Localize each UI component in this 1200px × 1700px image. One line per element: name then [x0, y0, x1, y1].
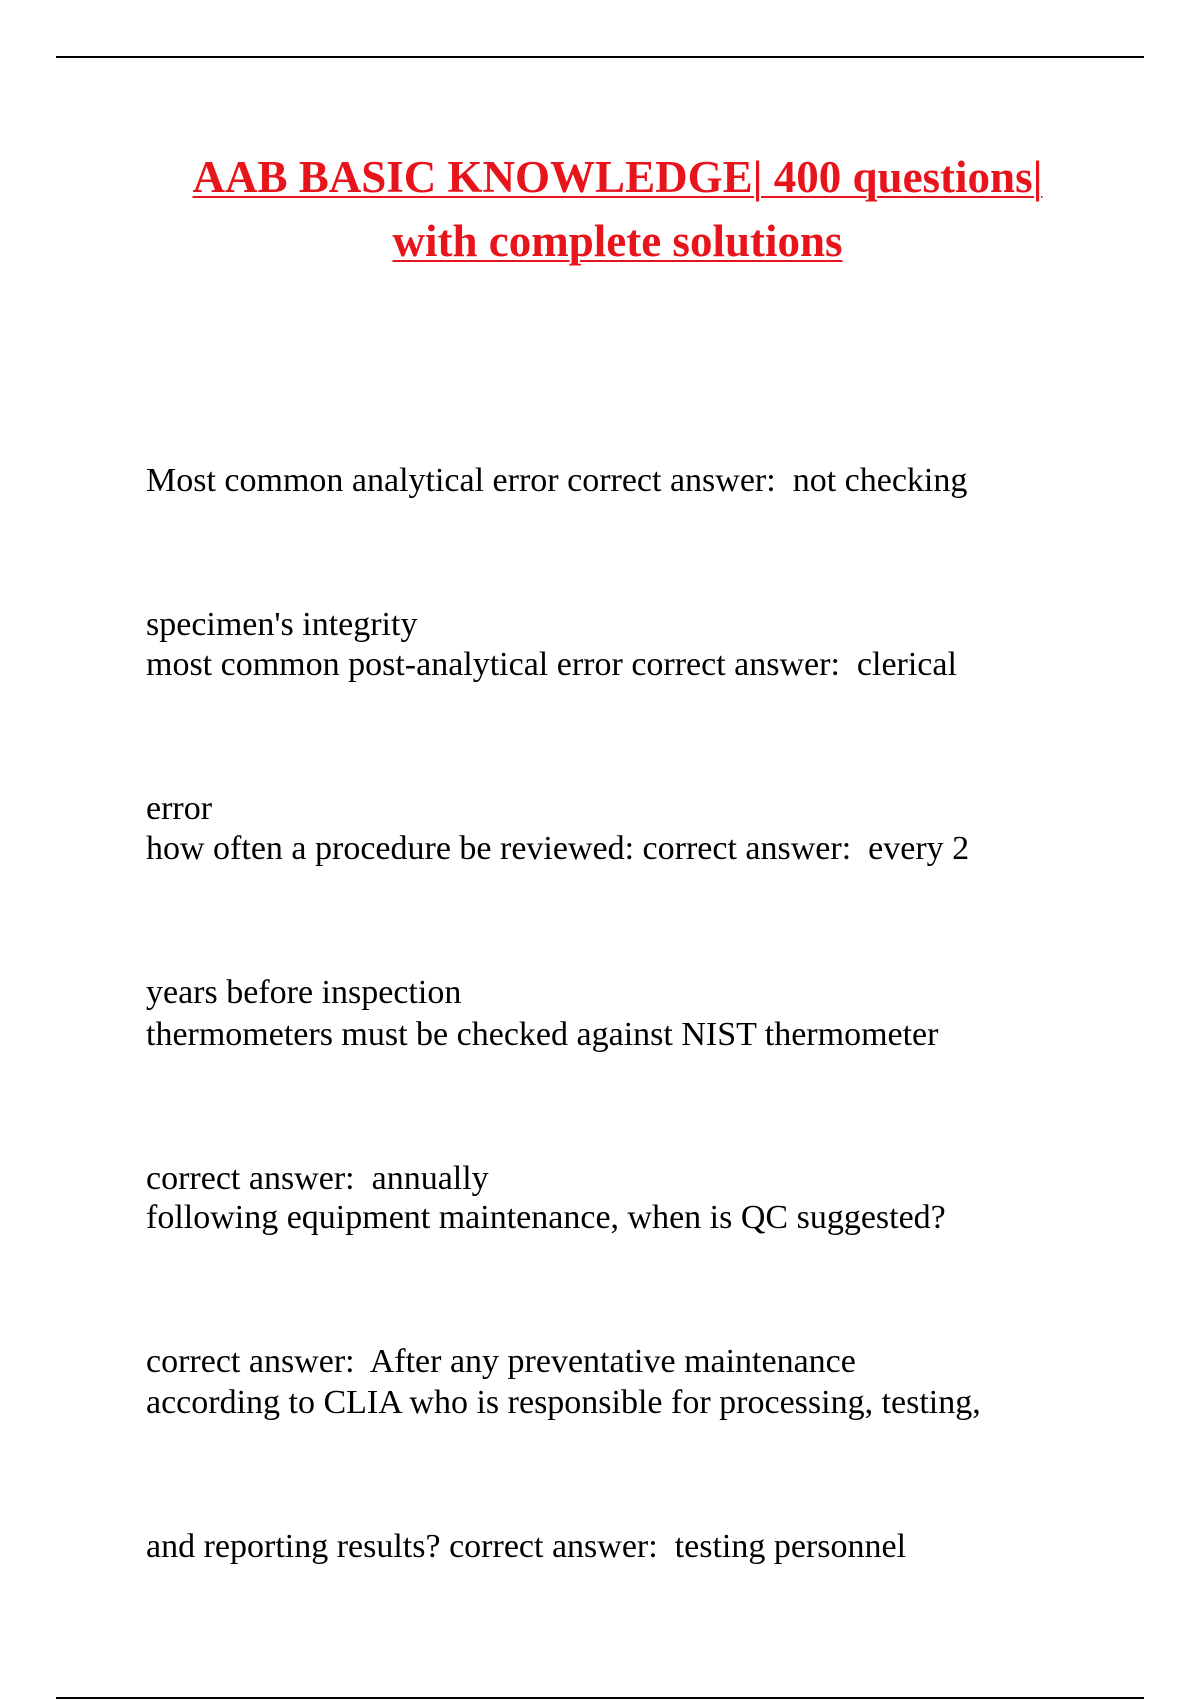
qa-item-3-line-1: how often a procedure be reviewed: correct answer: every 2: [146, 830, 970, 867]
qa-item-2-line-1: most common post-analytical error correct answer: clerical: [146, 646, 957, 683]
title-line-1: AAB BASIC KNOWLEDGE| 400 questions|: [192, 152, 1043, 202]
qa-item-1-line-1: Most common analytical error correct answer: not checking: [146, 462, 968, 499]
qa-item-6: [146, 1283, 1066, 1619]
qa-item-3-line-2: years before inspection: [146, 974, 462, 1011]
document-title: [100, 145, 1135, 273]
qa-item-1-line-2: specimen's integrity: [146, 606, 418, 643]
qa-item-5-line-1: following equipment maintenance, when is QC suggested?: [146, 1199, 946, 1236]
qa-item-2-line-2: error: [146, 790, 213, 827]
qa-item-4-line-2: correct answer: annually: [146, 1160, 489, 1197]
qa-item-5-line-2: correct answer: After any preventative maintenance: [146, 1343, 856, 1380]
qa-item-6-line-2: and reporting results? correct answer: testing personnel: [146, 1528, 907, 1565]
qa-item-6-line-1: according to CLIA who is responsible for processing, testing,: [146, 1384, 981, 1421]
bottom-rule: [56, 1697, 1144, 1699]
top-rule: [56, 56, 1144, 58]
qa-item-4-line-1: thermometers must be checked against NIST thermometer: [146, 1016, 939, 1053]
title-line-2: with complete solutions: [392, 216, 843, 266]
